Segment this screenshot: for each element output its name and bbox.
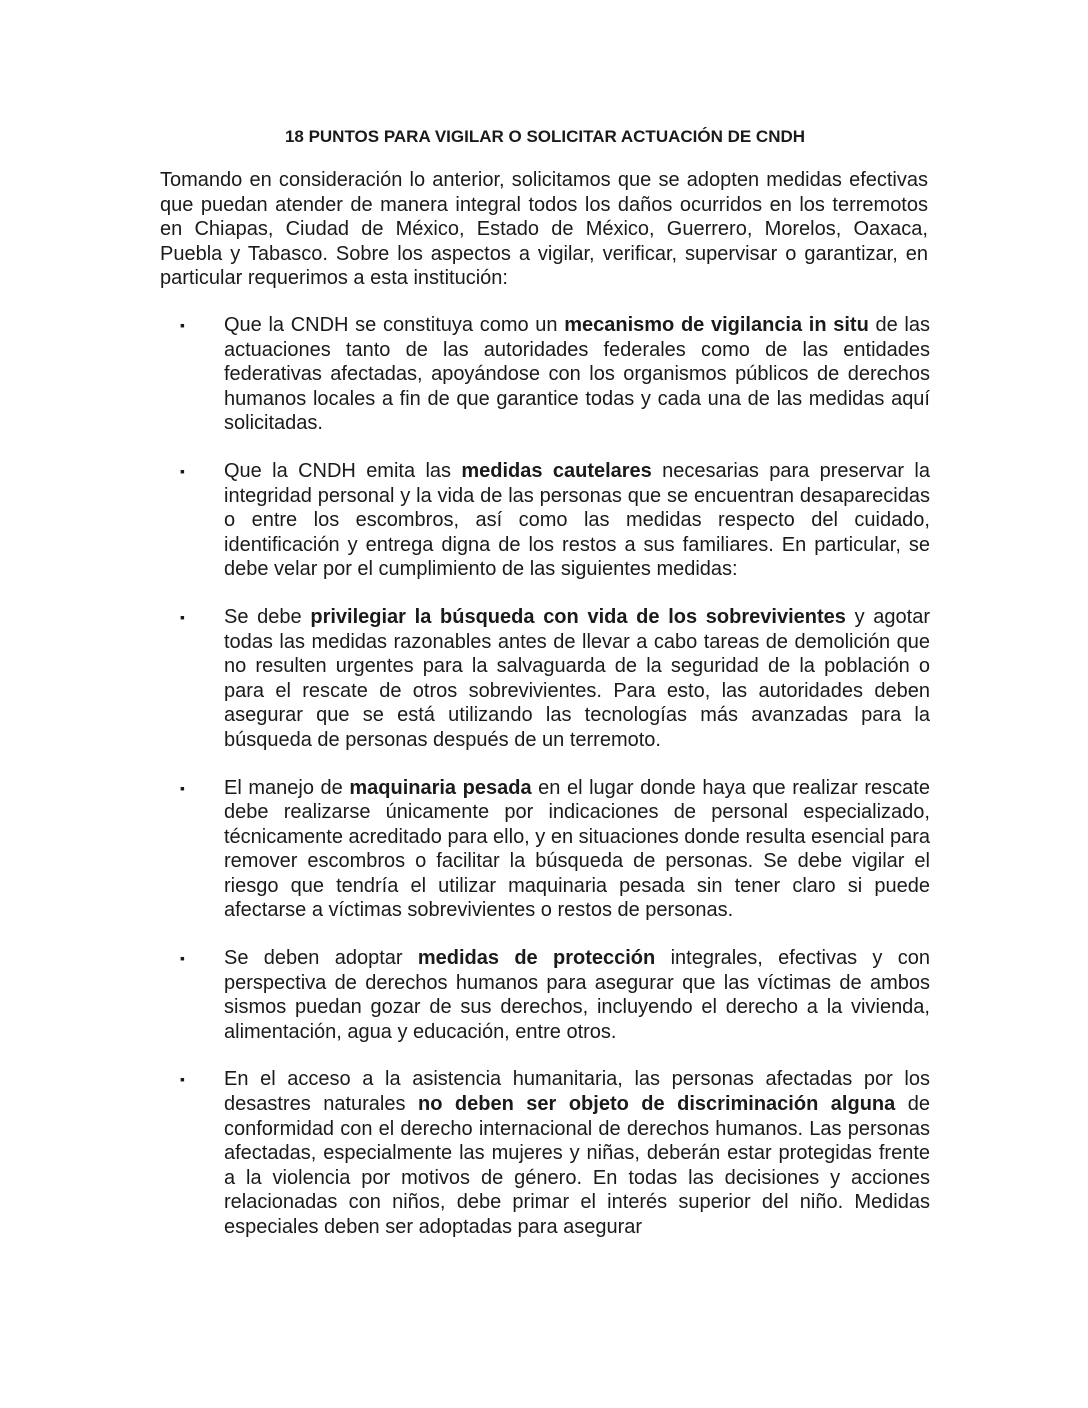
list-item-text: Se deben adoptar medidas de protección integrales, efectivas y con perspectiva de derechos humanos para asegurar que las víctimas de ambos sismos puedan gozar de sus derechos, incluyendo el derecho a la vivienda, alimentación, agua y educación, entre otros. <box>224 947 930 1043</box>
list-item-text: Se debe privilegiar la búsqueda con vida de los sobrevivientes y agotar todas las medidas razonables antes de llevar a cabo tareas de demolición que no resulten urgentes para la salvaguarda de la seguridad de la población o para el rescate de otros sobrevivientes. Para esto, las autoridades deben asegurar que se está utilizando las tecnologías más avanzadas para la búsqueda de personas después de un terremoto. <box>224 605 930 751</box>
bullet-icon: ▪ <box>180 1071 185 1088</box>
measures-list <box>160 313 930 1263</box>
emphasis-text: no deben ser objeto de discriminación alguna <box>417 1093 896 1116</box>
emphasis-text: medidas de protección <box>417 947 656 970</box>
list-item-text: En el acceso a la asistencia humanitaria, las personas afectadas por los desastres naturales no deben ser objeto de discriminación alguna de conformidad con el derecho internacional de derechos humanos. Las personas afectadas, especialmente las mujeres y niñas, deberán estar protegidas frente a la violencia por motivos de género. En todas las decisiones y acciones relacionadas con niños, debe primar el interés superior del niño. Medidas especiales deben ser adoptadas para asegurar <box>224 1068 930 1238</box>
bullet-icon: ▪ <box>180 317 185 333</box>
bullet-icon: ▪ <box>180 779 185 796</box>
list-item <box>160 459 930 582</box>
document-title: 18 PUNTOS PARA VIGILAR O SOLICITAR ACTUACIÓN DE CNDH <box>284 127 806 146</box>
emphasis-text: maquinaria pesada <box>349 776 532 799</box>
list-item <box>160 605 930 753</box>
list-item <box>160 313 930 436</box>
bullet-icon: ▪ <box>180 950 185 967</box>
intro-paragraph: Tomando en consideración lo anterior, solicitamos que se adopten medidas efectivas que puedan atender de manera integral todos los daños ocurridos en los terremotos en Chiapas, Ciudad de México, Estado de México, Guerrero, Morelos, Oaxaca, Puebla y Tabasco. Sobre los aspectos a vigilar, verificar, supervisar o garantizar, en particular requerimos a esta institución: <box>160 169 928 290</box>
emphasis-text: medidas cautelares <box>461 459 652 482</box>
list-item <box>160 946 930 1044</box>
bullet-icon: ▪ <box>180 608 185 625</box>
emphasis-text: privilegiar la búsqueda con vida de los sobrevivientes <box>310 605 846 628</box>
bullet-icon: ▪ <box>180 462 185 479</box>
emphasis-text: mecanismo de vigilancia in situ <box>564 314 869 336</box>
list-item-text: Que la CNDH emita las medidas cautelares necesarias para preservar la integridad personal y la vida de las personas que se encuentran desaparecidas o entre los escombros, así como las medidas respecto del cuidado, identificación y entrega digna de los restos a sus familiares. En particular, se debe velar por el cumplimiento de las siguientes medidas: <box>224 459 930 581</box>
list-item <box>160 776 930 924</box>
list-item-text: El manejo de maquinaria pesada en el lugar donde haya que realizar rescate debe realizarse únicamente por indicaciones de personal especializado, técnicamente acreditado para ello, y en situaciones donde resulta esencial para remover escombros o facilitar la búsqueda de personas. Se debe vigilar el riesgo que tendría el utilizar maquinaria pesada sin tener claro si puede afectarse a víctimas sobrevivientes o restos de personas. <box>224 776 930 922</box>
list-item-text: Que la CNDH se constituya como un mecanismo de vigilancia in situ de las actuaciones tanto de las autoridades federales como de las entidades federativas afectadas, apoyándose con los organismos públicos de derechos humanos locales a fin de que garantice todas y cada una de las medidas aquí solicitadas. <box>224 314 930 435</box>
list-item <box>160 1067 930 1239</box>
